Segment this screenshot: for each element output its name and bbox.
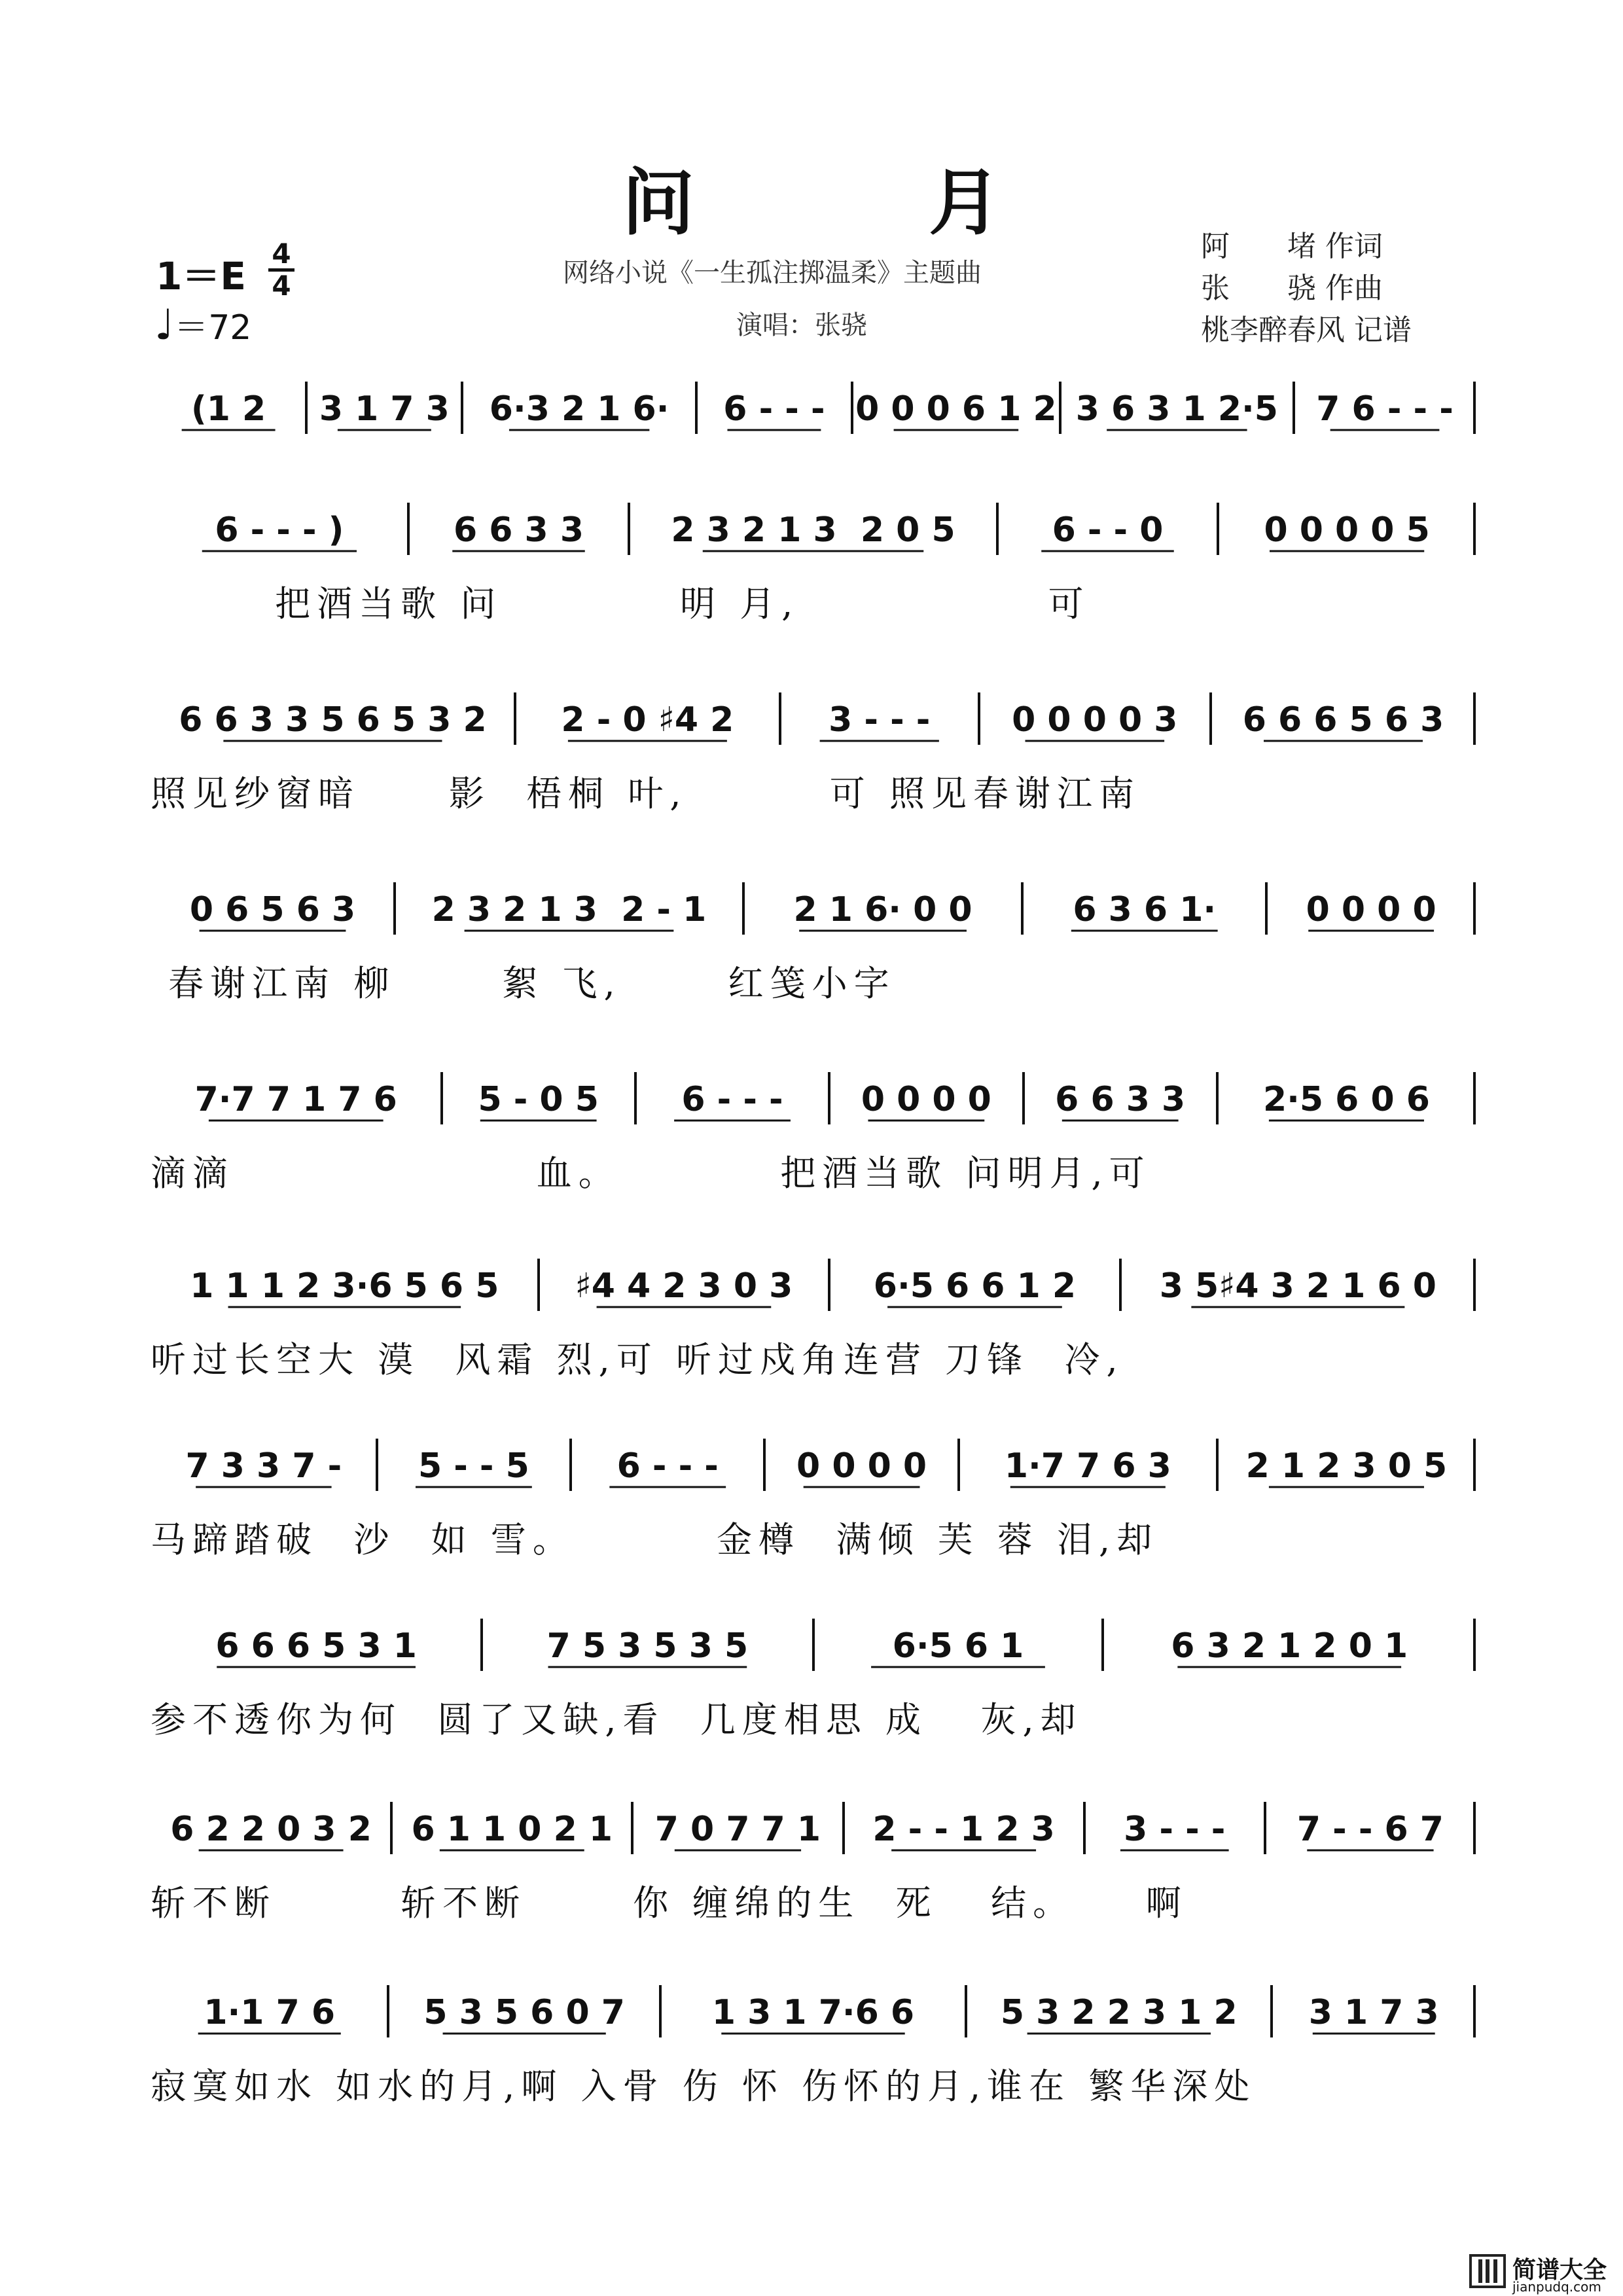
time-bottom: 4: [272, 270, 291, 302]
measure-notes: 2 1 6· 0 0: [793, 890, 972, 929]
lyric-line: 把酒当歌 问 明 月, 可: [151, 583, 1090, 624]
measure-notes: 6 6 3 3: [1055, 1080, 1186, 1119]
credits: [1201, 226, 1412, 351]
measure-notes: 5 3 2 2 3 1 2: [1000, 1993, 1238, 2032]
notation-row: [151, 1433, 1476, 1499]
tempo-value: ＝72: [174, 308, 252, 348]
notation-row: [151, 687, 1476, 753]
measure-notes: 6 2 2 0 3 2: [170, 1810, 372, 1849]
lyric-line: 照见纱窗暗 影 梧桐 叶, 可 照见春谢江南: [151, 773, 1141, 814]
piano-logo-icon: [1469, 2254, 1506, 2288]
watermark-name: 简谱大全: [1512, 2257, 1607, 2284]
measure-notes: 0 0 0 0: [861, 1080, 991, 1119]
measure-notes: 0 0 0 6 1 2: [855, 389, 1057, 429]
measure-notes: 7 5 3 5 3 5: [546, 1626, 749, 1666]
measure-notes: 6 - - -: [681, 1080, 783, 1119]
watermark-url: jianpudq.com: [1512, 2279, 1601, 2295]
measure-notes: 7 0 7 7 1: [654, 1810, 821, 1849]
measure-notes: 7 3 3 7 -: [185, 1446, 342, 1486]
lyric-line: 参不透你为何 圆了又缺,看 几度相思 成 灰,却: [151, 1699, 1082, 1740]
time-signature: [268, 238, 294, 302]
beam-marks: [151, 1433, 1476, 1499]
lyric-line: 斩不断 斩不断 你 缠绵的生 死 结。 啊: [151, 1882, 1188, 1924]
notation-row: [151, 1067, 1476, 1132]
measure-notes: 2 3 2 1 3 2 - 1: [431, 890, 707, 929]
lyric-line: 滴滴 血。 把酒当歌 问明月,可: [151, 1153, 1151, 1194]
subtitle: 网络小说《一生孤注掷温柔》主题曲: [563, 258, 982, 288]
measure-notes: 2 3 2 1 3 2 0 5: [671, 511, 955, 550]
notation-row: [151, 376, 1476, 442]
measure-notes: 1 3 1 7·6 6: [711, 1993, 915, 2032]
measure-notes: 6 6 3 3 5 6 5 3 2: [179, 700, 487, 740]
measure-notes: 6 6 6 5 3 1: [215, 1626, 417, 1666]
measure-notes: 0 0 0 0 3: [1012, 700, 1178, 740]
beam-marks: [151, 877, 1476, 942]
measure-notes: 3 5♯4 3 2 1 6 0: [1159, 1266, 1436, 1306]
lyric-line: 春谢江南 柳 絮 飞, 红笺小字: [151, 963, 896, 1004]
measure-notes: 6 1 1 0 2 1: [411, 1810, 613, 1849]
beam-marks: [151, 1067, 1476, 1132]
beam-marks: [151, 497, 1476, 563]
measure-notes: 3 - - -: [829, 700, 931, 740]
beam-marks: [151, 687, 1476, 753]
measure-notes: 6·5 6 1: [892, 1626, 1024, 1666]
notation-row: [151, 1980, 1476, 2045]
measure-notes: 5 - 0 5: [478, 1080, 599, 1119]
beam-marks: [151, 1980, 1476, 2045]
notation-row: [151, 497, 1476, 563]
notation-row: [151, 1613, 1476, 1679]
measure-notes: 3 6 3 1 2·5: [1075, 389, 1278, 429]
measure-notes: 6 - - 0: [1052, 511, 1164, 550]
measure-notes: 6 3 2 1 2 0 1: [1171, 1626, 1408, 1666]
key-signature: 1＝E: [156, 254, 246, 298]
measure-notes: 3 - - -: [1124, 1810, 1226, 1849]
measure-notes: 3 1 7 3: [1308, 1993, 1439, 2032]
measure-notes: 7 6 - - -: [1316, 389, 1454, 429]
measure-notes: 6 6 3 3: [453, 511, 584, 550]
measure-notes: 0 0 0 0: [1306, 890, 1436, 929]
measure-notes: 6 - - -: [723, 389, 825, 429]
measure-notes: 2·5 6 0 6: [1262, 1080, 1430, 1119]
measure-notes: 3 1 7 3: [319, 389, 450, 429]
lyricist: 阿 堵 作词: [1201, 230, 1383, 263]
measure-notes: 6 3 6 1·: [1073, 890, 1217, 929]
measure-notes: 7·7 7 1 7 6: [194, 1080, 397, 1119]
song-title: 问 月: [622, 160, 1106, 245]
composer: 张 骁 作曲: [1201, 272, 1383, 305]
measure-notes: 5 3 5 6 0 7: [423, 1993, 625, 2032]
lyric-line: [151, 455, 1476, 501]
measure-notes: 2 - 0 ♯4 2: [561, 700, 734, 740]
lyric-line: 听过长空大 漠 风霜 烈,可 听过戍角连营 刀锋 冷,: [151, 1339, 1124, 1380]
measure-notes: 0 6 5 6 3: [189, 890, 356, 929]
measure-notes: 7 - - 6 7: [1296, 1810, 1444, 1849]
singer: 演唱：张骁: [736, 310, 867, 340]
beam-marks: [151, 1797, 1476, 1862]
measure-notes: 0 0 0 0 5: [1264, 511, 1430, 550]
lyric-line: 寂寞如水 如水的月,啊 入骨 伤 怀 伤怀的月,谁在 繁华深处: [151, 2066, 1257, 2107]
measure-notes: 6·3 2 1 6·: [489, 389, 669, 429]
measure-notes: 5 - - 5: [418, 1446, 529, 1486]
transcriber: 桃李醉春风 记谱: [1201, 314, 1412, 347]
lyric-line: 马蹄踏破 沙 如 雪。 金樽 满倾 芙 蓉 泪,却: [151, 1519, 1159, 1560]
measure-notes: 6 - - - ): [215, 511, 344, 550]
beam-marks: [151, 1613, 1476, 1679]
beam-marks: [151, 376, 1476, 442]
measure-notes: 2 1 2 3 0 5: [1245, 1446, 1448, 1486]
time-top: 4: [272, 238, 291, 270]
notation-row: [151, 877, 1476, 942]
measure-notes: 2 - - 1 2 3: [872, 1810, 1055, 1849]
notation-row: [151, 1797, 1476, 1862]
quarter-note-icon: ♩: [154, 301, 175, 350]
beam-marks: [151, 1253, 1476, 1319]
measure-notes: 6·5 6 6 1 2: [873, 1266, 1077, 1306]
measure-notes: 1·1 7 6: [204, 1993, 336, 2032]
measure-notes: 1 1 1 2 3·6 5 6 5: [190, 1266, 499, 1306]
measure-notes: 0 0 0 0: [796, 1446, 927, 1486]
tempo-marking: [154, 300, 251, 350]
notation-row: [151, 1253, 1476, 1319]
measure-notes: 1·7 7 6 3: [1004, 1446, 1171, 1486]
measure-notes: 6 6 6 5 6 3: [1242, 700, 1444, 740]
measure-notes: ♯4 4 2 3 0 3: [575, 1266, 793, 1306]
measure-notes: 6 - - -: [616, 1446, 719, 1486]
measure-notes: (1 2: [191, 389, 266, 429]
